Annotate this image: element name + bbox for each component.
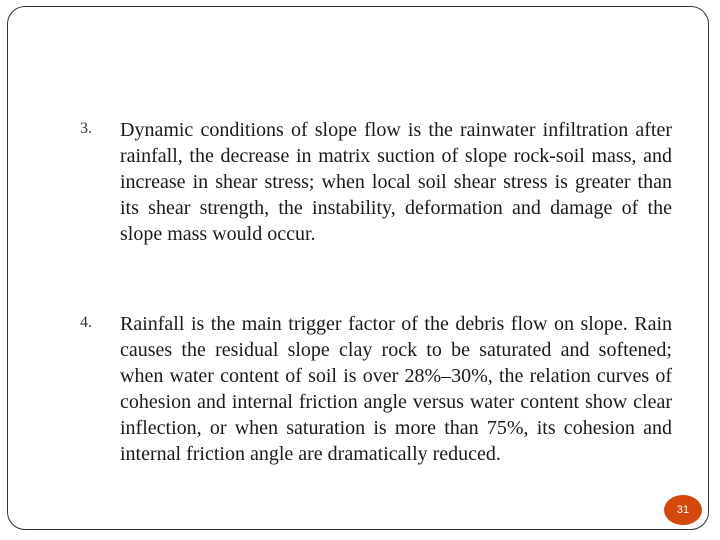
list-item-4 bbox=[80, 311, 672, 467]
page-number-badge: 31 bbox=[664, 495, 702, 525]
list-item-3 bbox=[80, 117, 672, 247]
list-text: Dynamic conditions of slope flow is the rainwater infiltration after rainfall, the decrease in matrix suction of slope rock-soil mass, and increase in shear stress; when local soil shear stress is greater than its shear strength, the instability, deformation and damage of the slope mass would occur. bbox=[120, 119, 672, 245]
list-number: 4. bbox=[80, 314, 92, 331]
list-text: Rainfall is the main trigger factor of the debris flow on slope. Rain causes the residual slope clay rock to be saturated and softened; when water content of soil is over 28%–30%, the relation curves of cohesion and internal friction angle versus water content show clear inflection, or when saturation is more than 75%, its cohesion and internal friction angle are dramatically reduced. bbox=[120, 313, 672, 465]
list-number: 3. bbox=[80, 120, 92, 137]
